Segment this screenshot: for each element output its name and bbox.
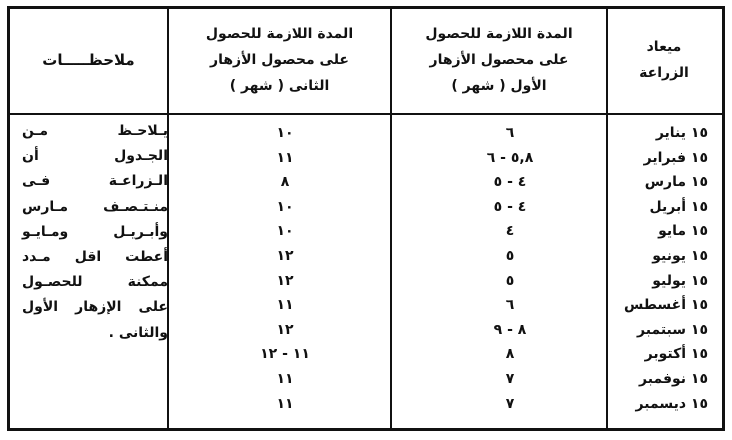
second-flowering-cell: ١٢: [276, 321, 294, 338]
first-flowering-cell: ٥: [505, 272, 515, 289]
second-flowering-cell: ١٢: [276, 248, 294, 264]
flowering-table: [7, 6, 725, 431]
second-flowering-cell: ١٠: [276, 198, 294, 215]
notes-line: يـلاحـظ مـن: [22, 123, 168, 139]
first-flowering-cell: ٥,٨ - ٦: [486, 149, 534, 166]
sowing-date-cell: ١٥ ديسمبر: [635, 395, 708, 412]
second-flowering-cell: ٨: [280, 174, 290, 191]
sowing-date-cell: ١٥ فبراير: [643, 149, 708, 166]
header-notes-label: ملاحظـــــات: [42, 51, 135, 70]
second-flowering-cell: ١١: [276, 371, 294, 387]
header-second-flowering-line: الثانى ( شهر ): [229, 77, 330, 94]
sowing-date-cell: ١٥ يناير: [655, 125, 708, 141]
first-flowering-cell: ٤ - ٥: [493, 174, 527, 191]
header-second-flowering-line: المدة اللازمة للحصول: [205, 26, 354, 43]
first-flowering-cell: ٨: [505, 346, 515, 363]
header-first-flowering-line: على محصول الأزهار: [429, 52, 569, 69]
sowing-date-cell: ١٥ مايو: [658, 223, 708, 240]
notes-line: وأبـريـل ومـايـو: [22, 223, 168, 240]
notes-line: على الإزهار الأول: [22, 299, 168, 316]
sowing-date-cell: ١٥ أغسطس: [623, 297, 708, 314]
first-flowering-cell: ٧: [505, 371, 515, 387]
sowing-date-cell: ١٥ يوليو: [652, 272, 708, 289]
notes-line: والثانى .: [108, 324, 168, 341]
notes-line: أعطت اقل مـدد: [22, 249, 168, 265]
first-flowering-cell: ٤: [505, 223, 515, 240]
second-flowering-cell: ١١: [276, 395, 294, 412]
sowing-date-cell: ١٥ يونيو: [652, 248, 708, 264]
header-sowing-date-line: ميعاد: [646, 39, 682, 56]
second-flowering-cell: ١٢: [276, 272, 294, 289]
header-first-flowering-line: المدة اللازمة للحصول: [425, 26, 573, 43]
first-flowering-cell: ٨ - ٩: [493, 321, 527, 338]
first-flowering-cell: ٤ - ٥: [493, 198, 527, 215]
notes-line: منـتـصـف مـارس: [22, 198, 168, 215]
sowing-date-cell: ١٥ سبتمبر: [637, 321, 708, 338]
sowing-date-cell: ١٥ أكتوبر: [644, 346, 708, 363]
second-flowering-cell: ١٠: [276, 125, 294, 141]
sowing-date-cell: ١٥ نوفمبر: [639, 371, 708, 387]
notes-line: الـزراعـة فـى: [22, 173, 168, 190]
first-flowering-cell: ٦: [505, 297, 515, 314]
header-first-flowering-line: الأول ( شهر ): [451, 77, 547, 94]
header-sowing-date-line: الزراعة: [639, 65, 689, 81]
header-second-flowering-line: على محصول الأزهار: [210, 52, 349, 69]
notes-line: الجـدول أن: [22, 148, 168, 165]
table-body: [10, 9, 722, 428]
first-flowering-cell: ٦: [505, 125, 515, 141]
second-flowering-cell: ١٠: [276, 223, 294, 240]
second-flowering-cell: ١١: [276, 149, 294, 166]
sowing-date-cell: ١٥ أبريل: [649, 198, 708, 215]
sowing-date-cell: ١٥ مارس: [644, 174, 708, 191]
second-flowering-cell: ١١: [276, 297, 294, 314]
first-flowering-cell: ٧: [505, 395, 515, 412]
first-flowering-cell: ٥: [505, 248, 515, 264]
notes-line: ممكنة للحصـول: [22, 274, 168, 291]
second-flowering-cell: ١١ - ١٢: [260, 346, 310, 363]
